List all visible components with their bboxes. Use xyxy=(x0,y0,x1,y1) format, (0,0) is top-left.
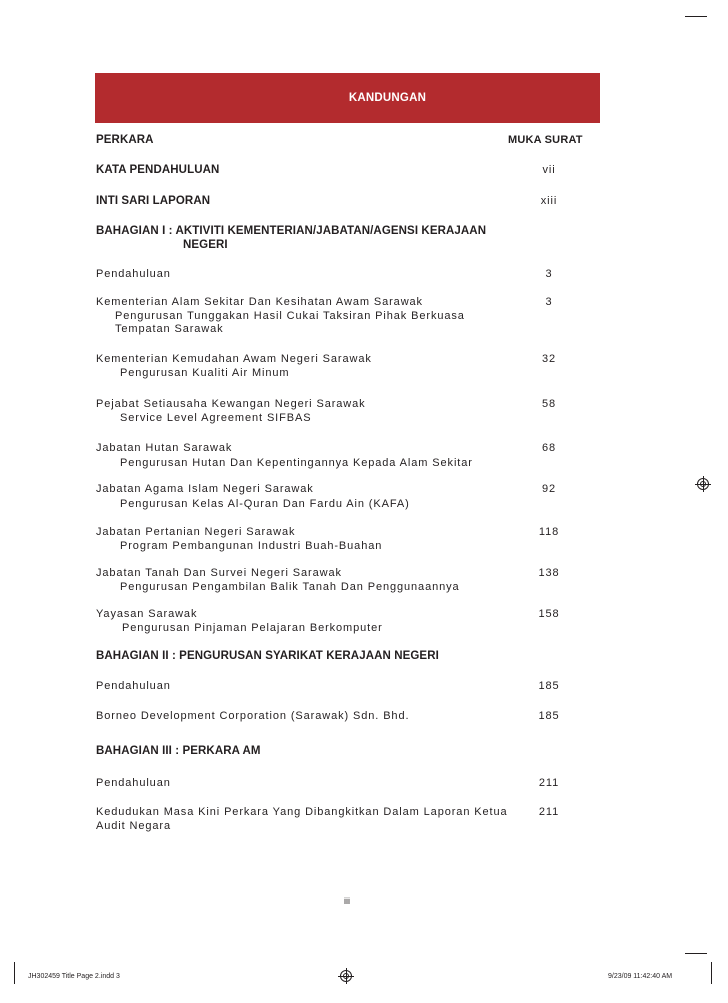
toc-entry-page: 211 xyxy=(538,806,560,818)
toc-entry-sub: Pengurusan Hutan Dan Kepentingannya Kepada Alam Sekitar xyxy=(120,457,473,469)
part1-heading-cont: NEGERI xyxy=(183,239,228,251)
toc-entry-page: 185 xyxy=(538,680,560,692)
contents-title: KANDUNGAN xyxy=(348,92,427,104)
toc-entry-page: vii xyxy=(542,164,556,176)
toc-entry-sub: Pengurusan Pengambilan Balik Tanah Dan Penggunaannya xyxy=(120,581,460,593)
column-header-page: MUKA SURAT xyxy=(508,134,583,146)
toc-entry-sub: Pengurusan Kualiti Air Minum xyxy=(120,367,290,379)
toc-entry-page: 68 xyxy=(541,442,557,454)
toc-entry-label: Kedudukan Masa Kini Perkara Yang Dibangkitkan Dalam Laporan Ketua xyxy=(96,806,508,818)
toc-entry-page: 185 xyxy=(538,710,560,722)
toc-entry-label: Kementerian Kemudahan Awam Negeri Sarawak xyxy=(96,353,372,365)
toc-entry-page: 138 xyxy=(538,567,560,579)
toc-entry-sub: Pengurusan Kelas Al-Quran Dan Fardu Ain (KAFA) xyxy=(120,498,410,510)
toc-entry-page: 92 xyxy=(541,483,557,495)
toc-entry-label: Pendahuluan xyxy=(96,680,171,692)
toc-entry-page: 32 xyxy=(541,353,557,365)
contents-title-banner xyxy=(95,73,600,123)
toc-entry-sub: Service Level Agreement SIFBAS xyxy=(120,412,312,424)
toc-entry-label: Jabatan Agama Islam Negeri Sarawak xyxy=(96,483,314,495)
toc-entry-label: INTI SARI LAPORAN xyxy=(96,195,211,207)
toc-entry-page: 118 xyxy=(538,526,560,538)
crop-mark xyxy=(711,962,712,984)
toc-entry-page: 158 xyxy=(538,608,560,620)
toc-entry-label: Jabatan Tanah Dan Survei Negeri Sarawak xyxy=(96,567,342,579)
toc-entry-sub: Pengurusan Pinjaman Pelajaran Berkomputer xyxy=(122,622,383,634)
toc-entry-page: 3 xyxy=(545,296,553,308)
slug-filename: JH302459 Title Page 2.indd 3 xyxy=(28,973,120,980)
part1-heading: BAHAGIAN I : AKTIVITI KEMENTERIAN/JABATAN/AGENSI KERAJAAN xyxy=(96,225,487,237)
registration-mark-icon xyxy=(340,970,352,982)
toc-entry-label: Borneo Development Corporation (Sarawak) Sdn. Bhd. xyxy=(96,710,410,722)
crop-mark xyxy=(685,16,707,17)
slug-timestamp: 9/23/09 11:42:40 AM xyxy=(608,973,673,980)
column-header-item: PERKARA xyxy=(96,134,154,146)
toc-entry-page: xiii xyxy=(540,195,558,207)
toc-entry-label: Yayasan Sarawak xyxy=(96,608,198,620)
crop-mark xyxy=(14,962,15,984)
toc-entry-page: 58 xyxy=(541,398,557,410)
toc-entry-label: KATA PENDAHULUAN xyxy=(96,164,220,176)
part3-heading: BAHAGIAN III : PERKARA AM xyxy=(96,745,261,757)
toc-entry-label: Pendahuluan xyxy=(96,268,171,280)
crop-mark xyxy=(685,953,707,954)
toc-entry-sub: Program Pembangunan Industri Buah-Buahan xyxy=(120,540,383,552)
toc-entry-label: Pendahuluan xyxy=(96,777,171,789)
toc-entry-page: 211 xyxy=(538,777,560,789)
toc-entry-label: Jabatan Pertanian Negeri Sarawak xyxy=(96,526,296,538)
toc-entry-label-cont: Audit Negara xyxy=(96,820,172,832)
toc-entry-label: Kementerian Alam Sekitar Dan Kesihatan Awam Sarawak xyxy=(96,296,423,308)
toc-entry-sub: Tempatan Sarawak xyxy=(115,323,224,335)
toc-entry-page: 3 xyxy=(545,268,553,280)
part2-heading: BAHAGIAN II : PENGURUSAN SYARIKAT KERAJAAN NEGERI xyxy=(96,650,439,662)
toc-entry-label: Jabatan Hutan Sarawak xyxy=(96,442,233,454)
toc-entry-sub: Pengurusan Tunggakan Hasil Cukai Taksiran Pihak Berkuasa xyxy=(115,310,465,322)
toc-entry-label: Pejabat Setiausaha Kewangan Negeri Sarawak xyxy=(96,398,366,410)
registration-mark-icon xyxy=(697,478,709,490)
page-number: iii xyxy=(344,896,350,906)
